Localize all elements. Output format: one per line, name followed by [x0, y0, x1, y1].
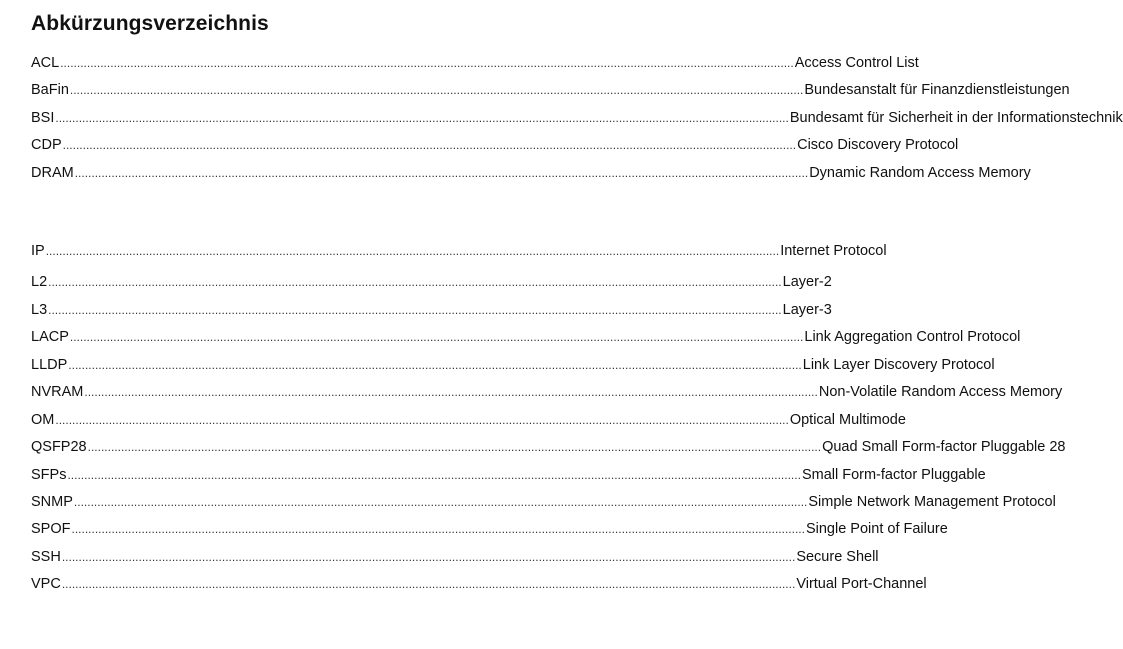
abbreviation: SSH	[31, 549, 61, 565]
abbreviation: L2	[31, 274, 48, 290]
dot-leader: ............................................................................................................................................................................................................................	[74, 166, 809, 180]
abbreviation: DRAM	[31, 165, 74, 181]
list-item-ssh	[31, 547, 879, 567]
abbreviation: LACP	[31, 329, 69, 345]
definition: Quad Small Form-factor Pluggable 28	[822, 439, 1066, 455]
dot-leader: ............................................................................................................................................................................................................................	[69, 83, 804, 97]
definition: Simple Network Management Protocol	[808, 494, 1056, 510]
definition: Cisco Discovery Protocol	[797, 137, 959, 153]
abbreviation: QSFP28	[31, 439, 87, 455]
list-item-spof	[31, 519, 948, 539]
list-item-cdp	[31, 135, 959, 155]
abbreviation: BaFin	[31, 82, 69, 98]
definition: Bundesamt für Sicherheit in der Informationstechnik	[789, 110, 1123, 126]
list-item-l3	[31, 300, 832, 320]
definition: Secure Shell	[796, 549, 879, 565]
list-item-om	[31, 410, 906, 430]
dot-leader: ............................................................................................................................................................................................................................	[71, 522, 805, 536]
abbreviation: BSI	[31, 110, 55, 126]
definition: Single Point of Failure	[805, 521, 948, 537]
list-item-vpc	[31, 574, 927, 594]
list-item-acl	[31, 53, 919, 73]
definition: Bundesanstalt für Finanzdienstleistungen	[804, 82, 1070, 98]
dot-leader: ............................................................................................................................................................................................................................	[73, 495, 808, 509]
list-item-lacp	[31, 327, 1021, 347]
definition: Link Aggregation Control Protocol	[804, 329, 1021, 345]
list-item-ip	[31, 241, 887, 261]
dot-leader: ............................................................................................................................................................................................................................	[62, 138, 797, 152]
page-title: Abkürzungsverzeichnis	[31, 12, 269, 35]
list-item-sfps	[31, 465, 986, 485]
dot-leader: ............................................................................................................................................................................................................................	[87, 440, 822, 454]
dot-leader: ............................................................................................................................................................................................................................	[55, 111, 789, 125]
abbreviation: ACL	[31, 55, 60, 71]
definition: Access Control List	[794, 55, 919, 71]
definition: Internet Protocol	[780, 243, 887, 259]
abbreviation: SPOF	[31, 521, 71, 537]
list-item-lldp	[31, 355, 995, 375]
abbreviation: VPC	[31, 576, 61, 592]
dot-leader: ............................................................................................................................................................................................................................	[48, 303, 782, 317]
abbreviation: NVRAM	[31, 384, 84, 400]
abbreviation: IP	[31, 243, 45, 259]
abbreviation: OM	[31, 412, 55, 428]
dot-leader: ............................................................................................................................................................................................................................	[67, 468, 801, 482]
definition: Layer-2	[782, 274, 832, 290]
dot-leader: ............................................................................................................................................................................................................................	[84, 385, 818, 399]
list-item-bsi	[31, 108, 1123, 128]
list-item-snmp	[31, 492, 1056, 512]
definition: Virtual Port-Channel	[796, 576, 927, 592]
list-item-qsfp28	[31, 437, 1066, 457]
dot-leader: ............................................................................................................................................................................................................................	[45, 244, 780, 258]
abbreviation: L3	[31, 302, 48, 318]
abbreviation: LLDP	[31, 357, 68, 373]
dot-leader: ............................................................................................................................................................................................................................	[60, 56, 794, 70]
definition: Non-Volatile Random Access Memory	[818, 384, 1063, 400]
dot-leader: ............................................................................................................................................................................................................................	[69, 330, 804, 344]
abbreviation: SFPs	[31, 467, 67, 483]
list-item-nvram	[31, 382, 1063, 402]
list-item-dram	[31, 163, 1031, 183]
dot-leader: ............................................................................................................................................................................................................................	[61, 550, 796, 564]
list-item-bafin	[31, 80, 1070, 100]
dot-leader: ............................................................................................................................................................................................................................	[48, 275, 782, 289]
definition: Optical Multimode	[789, 412, 906, 428]
abbreviation: CDP	[31, 137, 62, 153]
definition: Layer-3	[782, 302, 832, 318]
dot-leader: ............................................................................................................................................................................................................................	[55, 413, 789, 427]
dot-leader: ............................................................................................................................................................................................................................	[61, 577, 796, 591]
list-item-clipped	[31, 243, 887, 262]
definition: Small Form-factor Pluggable	[801, 467, 986, 483]
definition: Dynamic Random Access Memory	[809, 165, 1031, 181]
abbreviation: SNMP	[31, 494, 73, 510]
definition: Link Layer Discovery Protocol	[802, 357, 995, 373]
dot-leader: ............................................................................................................................................................................................................................	[68, 358, 802, 372]
list-item-l2	[31, 272, 832, 292]
